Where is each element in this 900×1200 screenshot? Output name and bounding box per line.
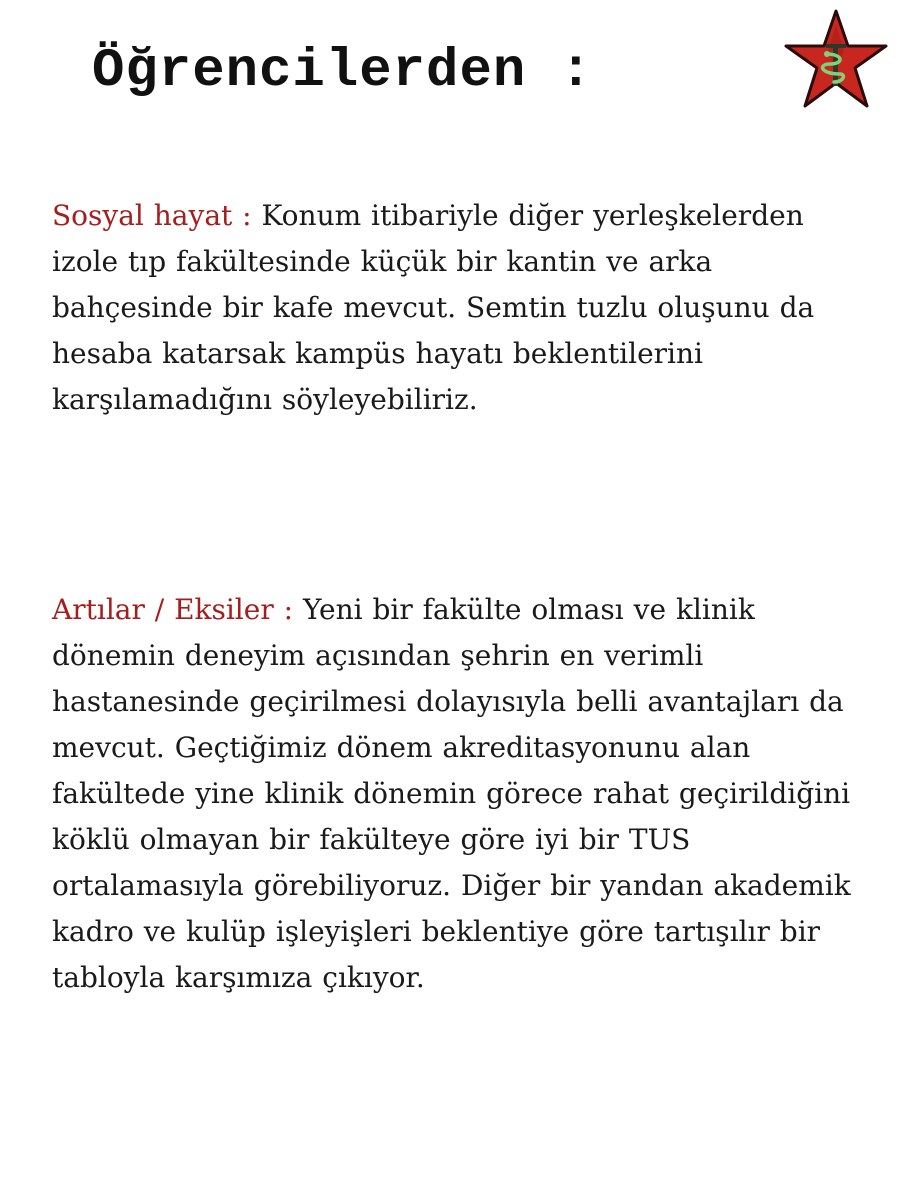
social-life-label: Sosyal hayat :	[52, 199, 252, 232]
page-title: Öğrencilerden :	[92, 41, 594, 102]
pros-cons-label: Artılar / Eksiler :	[52, 593, 294, 626]
pros-cons-section	[52, 587, 852, 1001]
medical-star-icon	[778, 8, 894, 116]
social-life-section	[52, 193, 852, 423]
social-life-text: Konum itibariyle diğer yerleşkelerden izole tıp fakültesinde küçük bir kantin ve arka bahçesinde bir kafe mevcut. Semtin tuzlu oluşunu da hesaba katarsak kampüs hayatı beklentilerini karşılamadığını söyleyebiliriz.	[52, 199, 815, 416]
pros-cons-text: Yeni bir fakülte olması ve klinik dönemin deneyim açısından şehrin en verimli hastanesinde geçirilmesi dolayısıyla belli avantajları da mevcut. Geçtiğimiz dönem akreditasyonunu alan fakültede yine klinik dönemin görece rahat geçirildiğini köklü olmayan bir fakülteye göre iyi bir TUS ortalamasıyla görebiliyoruz. Diğer bir yandan akademik kadro ve kulüp işleyişleri beklentiye göre tartışılır bir tabloyla karşımıza çıkıyor.	[52, 593, 851, 994]
